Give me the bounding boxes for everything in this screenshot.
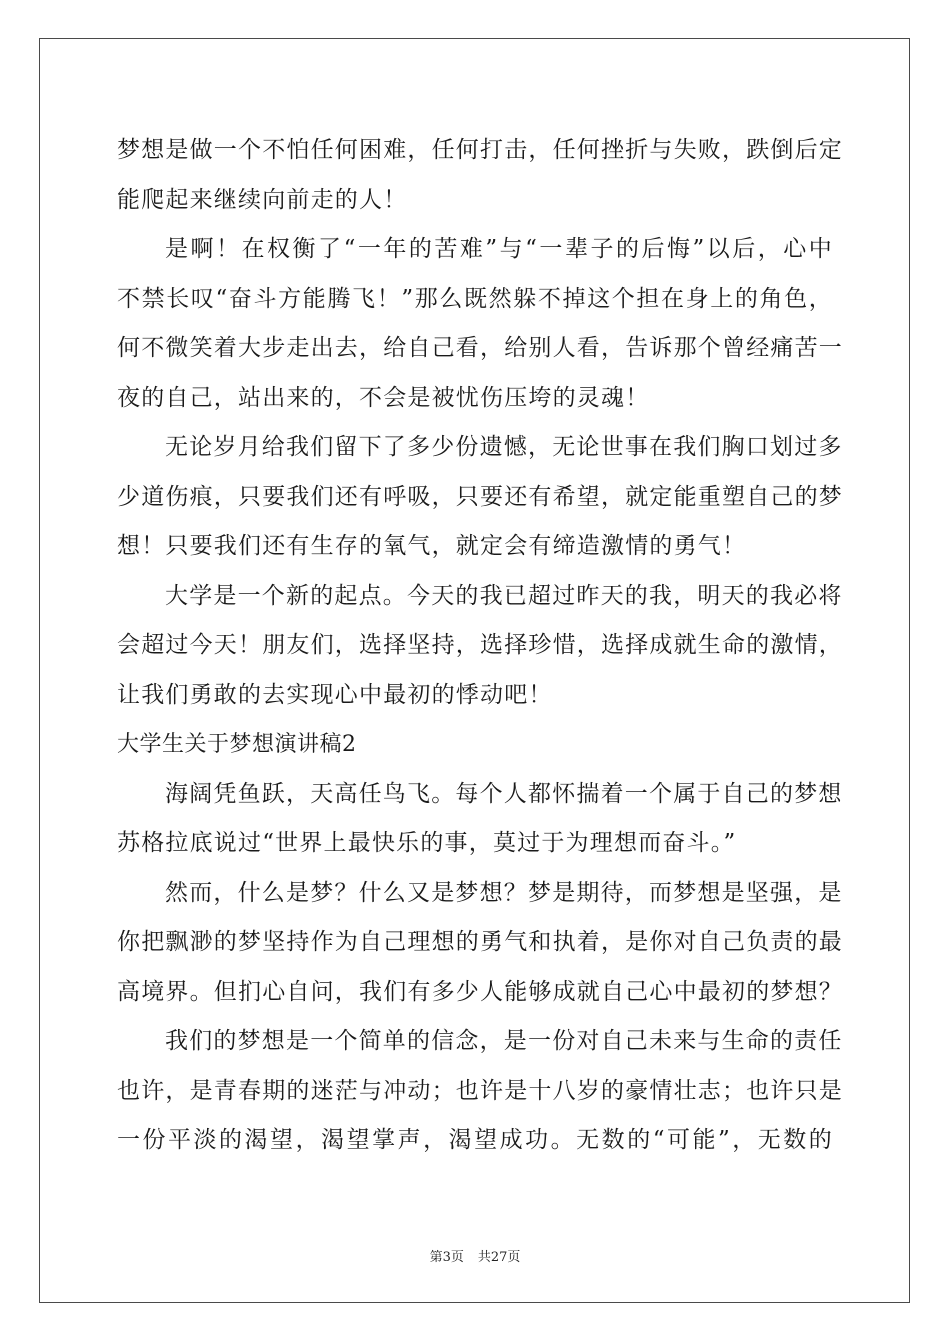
text-line: 会超过今天！朋友们，选择坚持，选择珍惜，选择成就生命的激情， — [117, 632, 843, 658]
page-total: 共27页 — [477, 1250, 521, 1265]
paragraph-start-line: 无论岁月给我们留下了多少份遗憾，无论世事在我们胸口划过多 — [165, 434, 843, 460]
text-line: 苏格拉底说过“世界上最快乐的事，莫过于为理想而奋斗。” — [117, 830, 737, 856]
paragraph-start-line: 我们的梦想是一个简单的信念，是一份对自己未来与生命的责任 — [165, 1028, 843, 1054]
text-line: 高境界。但扪心自问，我们有多少人能够成就自己心中最初的梦想？ — [117, 978, 843, 1005]
text-line: 让我们勇敢的去实现心中最初的悸动吧！ — [117, 681, 553, 708]
paragraph-start-line: 大学是一个新的起点。今天的我已超过昨天的我，明天的我必将 — [165, 582, 843, 609]
text-line: 梦想是做一个不怕任何困难，任何打击，任何挫折与失败，跌倒后定 — [117, 137, 843, 163]
section-heading: 大学生关于梦想演讲稿2 — [117, 732, 357, 757]
text-line: 也许，是青春期的迷茫与冲动；也许是十八岁的豪情壮志；也许只是 — [117, 1077, 843, 1104]
page-number: 第3页 — [429, 1250, 464, 1265]
text-line: 一份平淡的渴望，渴望掌声，渴望成功。无数的“可能”，无数的 — [117, 1127, 833, 1153]
paragraph-start-line: 然而，什么是梦？什么又是梦想？梦是期待，而梦想是坚强，是 — [165, 879, 843, 906]
text-line: 夜的自己，站出来的，不会是被忧伤压垮的灵魂！ — [117, 384, 650, 411]
text-line: 不禁长叹“奋斗方能腾飞！”那么既然躲不掉这个担在身上的角色， — [117, 285, 833, 312]
paragraph-start-line: 是啊！在权衡了“一年的苦难”与“一辈子的后悔”以后，心中 — [165, 236, 833, 262]
text-line: 何不微笑着大步走出去，给自己看，给别人看，告诉那个曾经痛苦一 — [117, 335, 843, 361]
document-body — [117, 126, 843, 1166]
paragraph-start-line: 海阔凭鱼跃，天高任鸟飞。每个人都怀揣着一个属于自己的梦想 — [165, 780, 843, 807]
text-line: 能爬起来继续向前走的人！ — [117, 186, 408, 213]
page-footer — [0, 1246, 950, 1265]
text-line: 想！只要我们还有生存的氧气，就定会有缔造激情的勇气！ — [117, 533, 747, 559]
text-line: 你把飘渺的梦坚持作为自己理想的勇气和执着，是你对自己负责的最 — [117, 929, 843, 955]
text-line: 少道伤痕，只要我们还有呼吸，只要还有希望，就定能重塑自己的梦 — [117, 483, 843, 510]
